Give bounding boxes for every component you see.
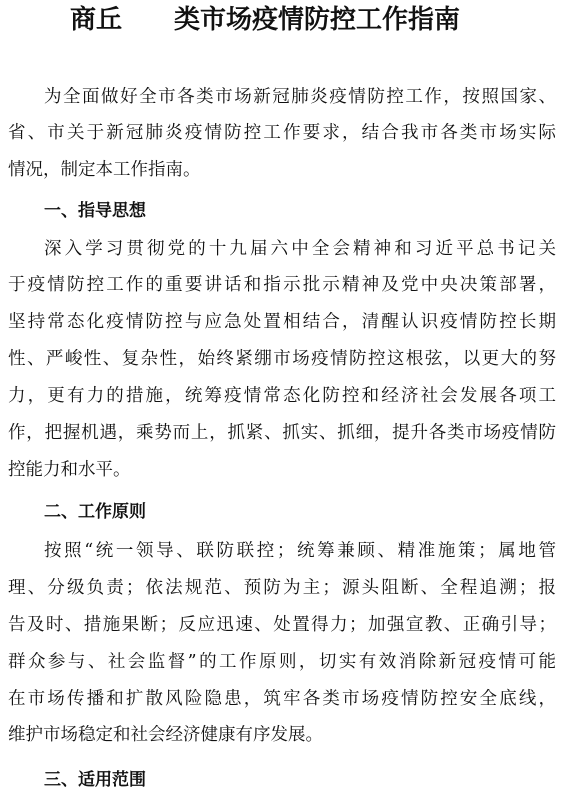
paragraph-line: 按照“统一领导、联防联控；统筹兼顾、精准施策；属地管: [44, 541, 556, 561]
paragraph-line: 维护市场稳定和社会经济健康有序发展。: [8, 725, 323, 745]
paragraph-line: 控能力和水平。: [8, 460, 131, 480]
section-heading-scope: 三、适用范围: [44, 770, 146, 790]
paragraph-line: 作，把握机遇，乘势而上，抓紧、抓实、抓细，提升各类市场疫情防: [8, 423, 556, 443]
paragraph-line: 坚持常态化疫情防控与应急处置相结合，清醒认识疫情防控长期: [8, 312, 556, 332]
intro-line: 情况，制定本工作指南。: [8, 160, 201, 180]
section-heading-work-principles: 二、工作原则: [44, 502, 146, 522]
section-heading-guiding-ideology: 一、指导思想: [44, 201, 146, 221]
paragraph-line: 在市场传播和扩散风险隐患，筑牢各类市场疫情防控安全底线，: [8, 689, 556, 709]
intro-line: 省、市关于新冠肺炎疫情防控工作要求，结合我市各类市场实际: [8, 123, 556, 143]
paragraph-line: 理、分级负责；依法规范、预防为主；源头阻断、全程追溯；报: [8, 578, 556, 598]
paragraph-line: 群众参与、社会监督”的工作原则，切实有效消除新冠疫情可能: [8, 652, 556, 672]
title-main: 类市场疫情防控工作指南: [174, 5, 461, 35]
document-title: [70, 2, 550, 38]
paragraph-line: 深入学习贯彻党的十九届六中全会精神和习近平总书记关: [44, 239, 556, 259]
title-city: 商丘: [70, 5, 123, 35]
paragraph-line: 性、严峻性、复杂性，始终紧绷市场疫情防控这根弦，以更大的努: [8, 349, 556, 369]
intro-line: 为全面做好全市各类市场新冠肺炎疫情防控工作，按照国家、: [44, 87, 556, 107]
paragraph-line: 力，更有力的措施，统筹疫情常态化防控和经济社会发展各项工: [8, 386, 556, 406]
paragraph-line: 告及时、措施果断；反应迅速、处置得力；加强宣教、正确引导；: [8, 615, 556, 635]
paragraph-line: 于疫情防控工作的重要讲话和指示批示精神及党中央决策部署，: [8, 275, 556, 295]
